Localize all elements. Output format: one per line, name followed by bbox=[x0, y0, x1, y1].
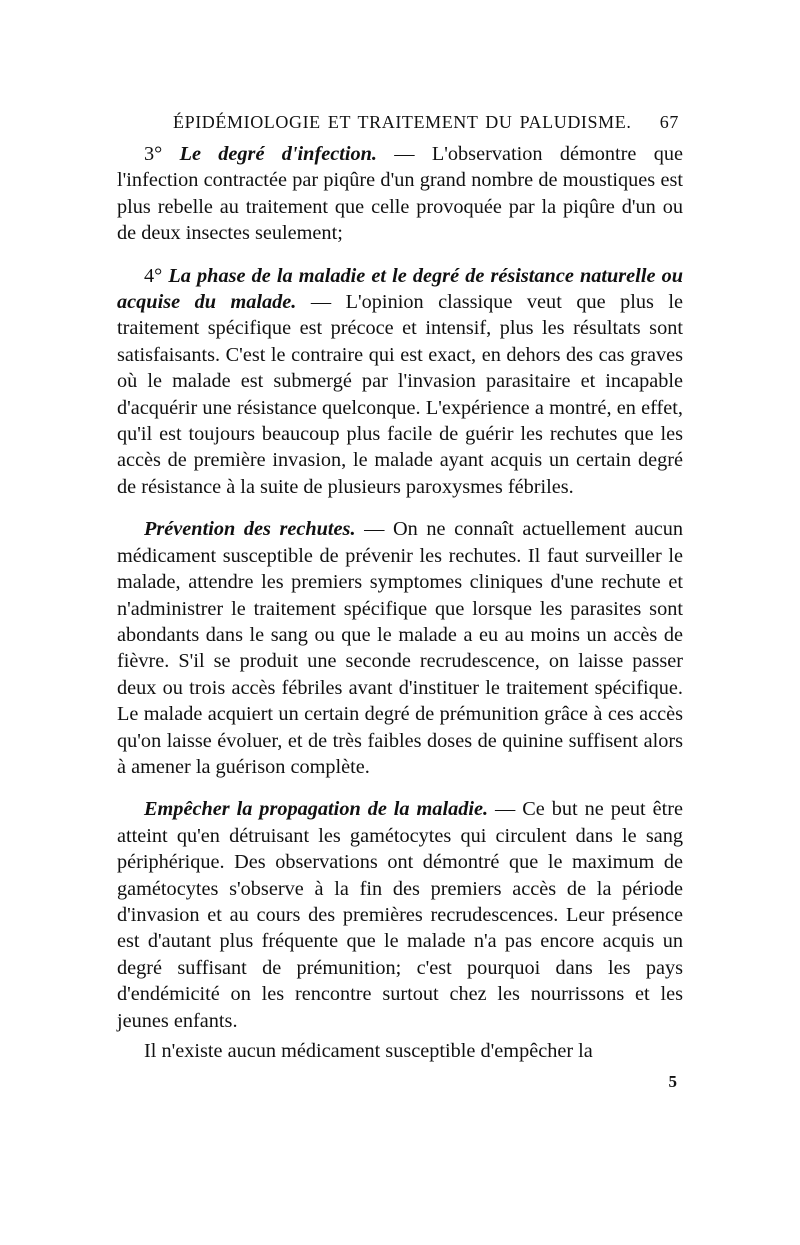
enumeration-number: 4° bbox=[144, 264, 163, 287]
paragraph-body: — On ne connaît actuellement aucun médicament susceptible de prévenir les rechutes. Il faut surveiller le malade, attendre les premiers symptomes cliniques d'une rechute et n'administrer le traitement spécifique que lorsque les parasites sont abondants dans le sang ou que le malade a eu au moins un accès de fièvre. S'il se produit une seconde recrudescence, on laisse passer deux ou trois accès fébriles avant d'instituer le traitement spécifique. Le malade acquiert un certain degré de prémunition grâce à ces accès qu'on laisse évoluer, et de très faibles doses de quinine suffisent alors à amener la guérison complète. bbox=[117, 518, 683, 778]
running-title: ÉPIDÉMIOLOGIE ET TRAITEMENT DU PALUDISME. bbox=[173, 112, 632, 132]
paragraph-body: — Ce but ne peut être atteint qu'en détruisant les gamétocytes qui circulent dans le sang périphérique. Des observations ont démontré que le maximum de gamétocytes s'observe à la fin des premiers accès de la période d'invasion et au cours des premières recrudescences. Leur présence est d'autant plus fréquente que le malade n'a pas encore acquis un degré suffisant de prémunition; c'est pourquoi dans les pays d'endémicité on les rencontre surtout chez les nourrissons et les jeunes enfants. bbox=[117, 798, 683, 1032]
paragraph-body: — L'observation démontre que l'infection contractée par piqûre d'un grand nombre de moustiques est plus rebelle au traitement que celle provoquée par la piqûre d'un ou de deux insectes seulement; bbox=[117, 143, 683, 245]
paragraph-body: Il n'existe aucun médicament susceptible d'empêcher la bbox=[144, 1040, 593, 1062]
paragraph-degre-infection bbox=[117, 141, 683, 247]
paragraph-continuation bbox=[117, 1038, 683, 1064]
paragraph-lead: Le degré d'infection. bbox=[179, 143, 377, 165]
signature-mark: 5 bbox=[668, 1072, 677, 1092]
paragraph-lead: La phase de la maladie et le degré de résistance naturelle ou acquise du malade. bbox=[117, 264, 683, 314]
paragraph-lead: Prévention des rechutes. bbox=[144, 518, 356, 541]
paragraph-propagation bbox=[117, 796, 683, 1034]
paragraph-lead: Empêcher la propagation de la maladie. bbox=[144, 798, 489, 821]
enumeration-number: 3° bbox=[144, 143, 163, 165]
page-number: 67 bbox=[659, 112, 679, 132]
paragraph-phase-maladie bbox=[117, 263, 683, 501]
book-page bbox=[117, 112, 683, 1092]
paragraph-prevention-rechutes bbox=[117, 516, 683, 780]
paragraph-body: — L'opinion classique veut que plus le traitement spécifique est précoce et intensif, plus les résultats sont satisfaisants. C'est le contraire qui est exact, en dehors des cas graves où le malade est submergé par l'invasion parasitaire et incapable d'acquérir une résistance quelconque. L'expérience a montré, en effet, qu'il est toujours beaucoup plus facile de guérir les rechutes que les accès de première invasion, le malade ayant acquis un certain degré de résistance à la suite de plusieurs paroxysmes fébriles. bbox=[117, 291, 683, 498]
running-head bbox=[173, 112, 683, 133]
